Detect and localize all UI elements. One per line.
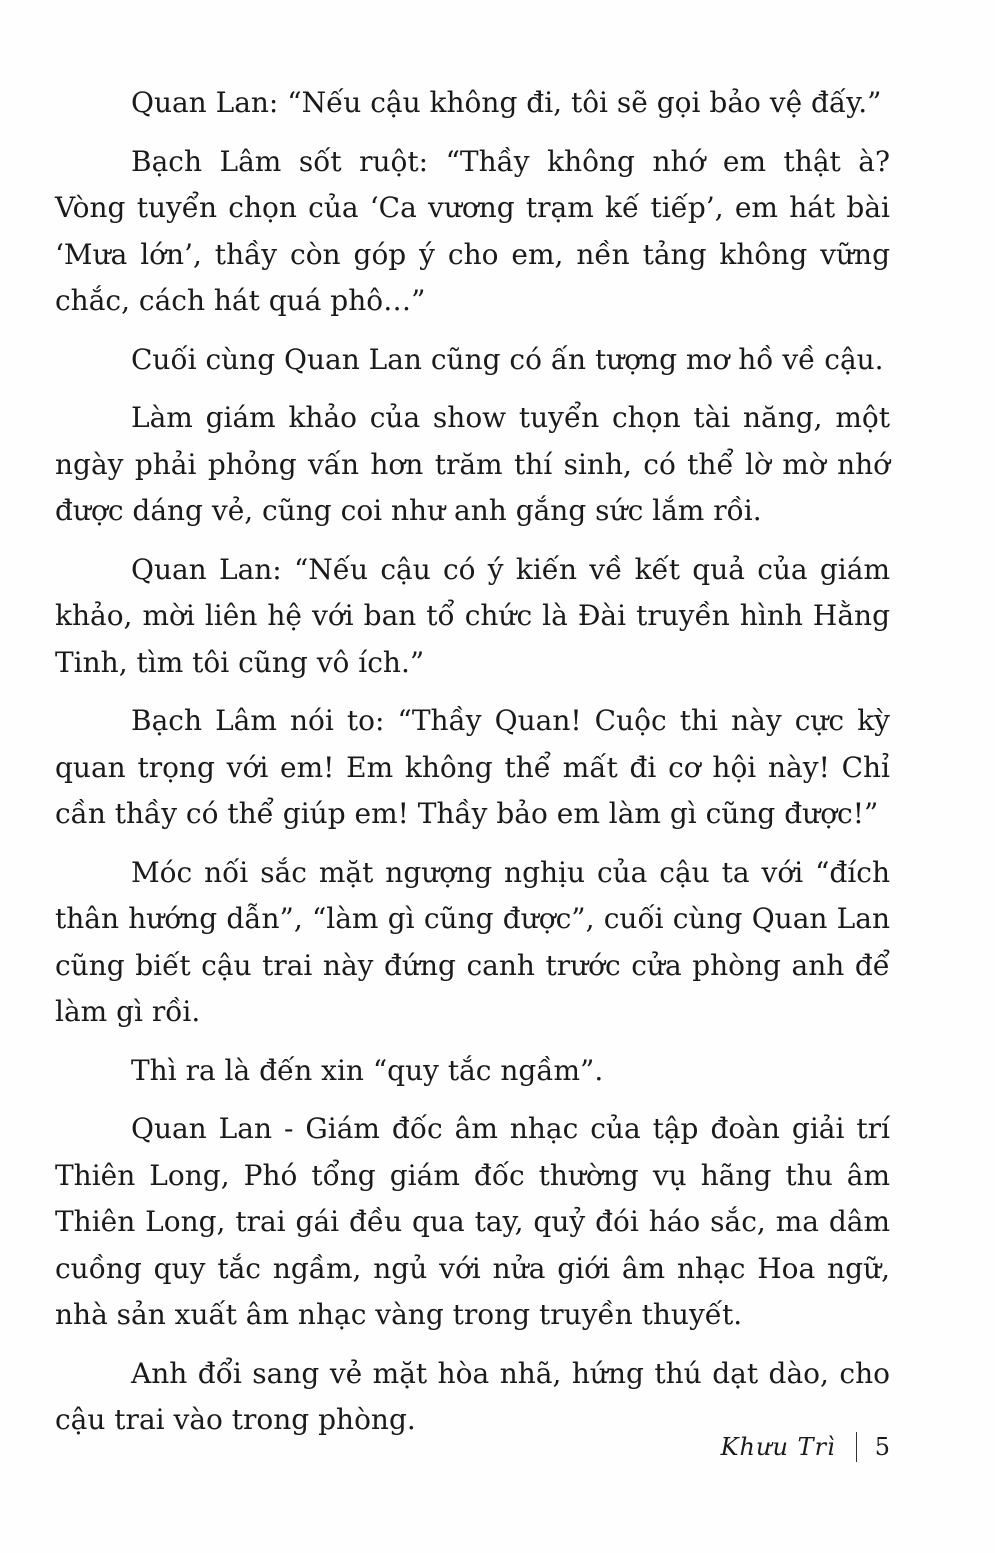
footer-divider [856,1432,857,1462]
paragraph-4: Làm giám khảo của show tuyển chọn tài năng, một ngày phải phỏng vấn hơn trăm thí sinh, có thể lờ mờ nhớ được dáng vẻ, cũng coi như anh gắng sức lắm rồi. [55,401,890,527]
page-footer [721,1432,890,1462]
paragraph-10: Anh đổi sang vẻ mặt hòa nhã, hứng thú dạt dào, cho cậu trai vào trong phòng. [55,1356,890,1436]
paragraph-7: Móc nối sắc mặt ngượng nghịu của cậu ta với “đích thân hướng dẫn”, “làm gì cũng được”, cuối cùng Quan Lan cũng biết cậu trai này đứng canh trước cửa phòng anh để làm gì rồi. [55,855,890,1028]
paragraph-2: Bạch Lâm sốt ruột: “Thầy không nhớ em thật à? Vòng tuyển chọn của ‘Ca vương trạm kế tiếp’, em hát bài ‘Mưa lớn’, thầy còn góp ý cho em, nền tảng không vững chắc, cách hát quá phô…” [55,144,890,317]
page-number: 5 [874,1433,890,1461]
paragraph-5: Quan Lan: “Nếu cậu có ý kiến về kết quả của giám khảo, mời liên hệ với ban tổ chức là Đài truyền hình Hằng Tinh, tìm tôi cũng vô ích.” [55,552,890,679]
paragraph-6: Bạch Lâm nói to: “Thầy Quan! Cuộc thi này cực kỳ quan trọng với em! Em không thể mất đi cơ hội này! Chỉ cần thầy có thể giúp em! Thầy bảo em làm gì cũng được!” [55,704,890,830]
paragraph-8: Thì ra là đến xin “quy tắc ngầm”. [131,1053,604,1087]
paragraph-9: Quan Lan - Giám đốc âm nhạc của tập đoàn giải trí Thiên Long, Phó tổng giám đốc thường vụ hãng thu âm Thiên Long, trai gái đều qua tay, quỷ đói háo sắc, ma dâm cuồng quy tắc ngầm, ngủ với nửa giới âm nhạc Hoa ngữ, nhà sản xuất âm nhạc vàng trong truyền thuyết. [55,1112,890,1331]
paragraph-1: Quan Lan: “Nếu cậu không đi, tôi sẽ gọi bảo vệ đấy.” [131,86,882,119]
paragraph-3: Cuối cùng Quan Lan cũng có ấn tượng mơ hồ về cậu. [131,342,884,376]
body-text [55,80,890,1456]
footer-author: Khưu Trì [720,1433,836,1461]
